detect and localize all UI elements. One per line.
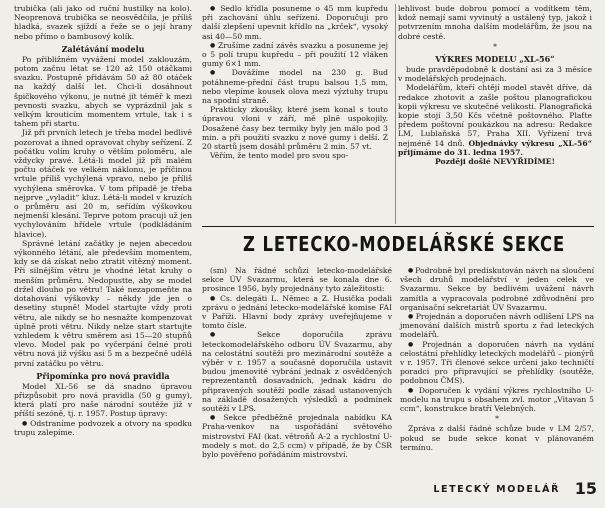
article-paragraph: bude pravděpodobně k dostání asi za 3 měsíce v modelářských prodejnách. bbox=[398, 65, 592, 84]
bullet-item: ● Projednán a doporučen návrh odlišení LPS na jmenování dalších mistrů sportu z řad leteckých modelářů. bbox=[400, 312, 594, 340]
bullet-item: ● Dovážíme model na 230 g. Bud potáhneme‑přední část trupu balsou 1,5 mm, nebo vlepíme kousek olova mezi výztuhy trupu na spodní straně. bbox=[202, 68, 388, 105]
column-divider bbox=[395, 4, 396, 224]
article-paragraph: lehlivost bude dobrou pomocí a vodítkem těm, kdož nemají sami vyvinutý a ustálený typ, jakož i potvrzením mnoha dalším modelářům, že jsou na dobré cestě. bbox=[398, 4, 592, 41]
bullet-item: ● Doporučen k vydání výkres rychlostního U-modelu na trupu s obsahem zvl. motor „Vitavan 5 ccm“, konstrukce bratří Velebných. bbox=[400, 386, 594, 414]
article-paragraph: (sm) Na řádné schůzi letecko-modelářské sekce ÚV Svazarmu, která se konala dne 6. prosince 1956, byly projednány tyto záležitosti: bbox=[202, 266, 392, 294]
bullet-item: ● Zrušíme zadní závěs svazku a posuneme jej o 5 polí trupu kupředu – při použití 12 vláken gumy 6×1 mm. bbox=[202, 41, 388, 69]
article-column-1 bbox=[14, 4, 192, 437]
bullet-item: ● Sedlo křídla posuneme o 45 mm kupředu při zachování úhlu seřízení. Doporučuji pro další zlepšení upevnit křídlo na „krček“, vysoký asi 40—50 mm. bbox=[202, 4, 388, 41]
article-paragraph: Po přibližném vyvážení model zaklouzám, potom začnu létat se 120 až 150 otáčkami svazku. Postupně přidávám 50 až 80 otáček na každý další let. Chci-li dosáhnout špičkového výkonu, je nutné jít téměř k mezi pevnosti svazku, abych se vyprázdnil jak s velkým krouticím momentem vrtule, tak i s tahem při startu. bbox=[14, 54, 192, 129]
article-column-2 bbox=[202, 4, 388, 160]
article-paragraph: trubička (ali jako od ruční hustilky na kolo). Neoprenová trubička se neosvědčila, je příliš hladká, svazek sjíždí a řeže se o její hrany nebo přímo o bambusový kolík. bbox=[14, 4, 192, 41]
article-paragraph: Zpráva z další řádné schůze bude v LM 2/57, pokud se bude sekce konat v plánovaném termínu. bbox=[400, 424, 594, 452]
order-deadline: Objednávky výkresu „XL-56“ přijímáme do 31. ledna 1957. bbox=[398, 138, 592, 157]
late-notice: Později došlé NEVYŘIDÍME! bbox=[435, 157, 555, 167]
bullet-item: ● Projednán a doporučen návrh na vydání celostátní přehlídky leteckých modelářů – pionýrů v r. 1957. Tři členové sekce určeni jako techničtí poradci pro připravující se přehlídky (soutěže, podobnou ČMS). bbox=[400, 340, 594, 386]
article-paragraph: Prakticky zkoušky, které jsem konal s touto úpravou vloni v září, mě plně uspokojily. Dosažené časy bez termiky byly jen málo pod 3 min. a při použití svazku z nové gumy i delší. Z 20 startů jsem dosáhl průměru 2 min. 57 vt. bbox=[202, 105, 388, 152]
magazine-name: LETECKÝ MODELÁŘ bbox=[433, 484, 560, 495]
separator-star: * bbox=[493, 41, 497, 51]
bullet-item: ● Cs. delegáti L. Němec a Z. Husička podali zprávu o jednání letecko-modelářské komise FAI v Paříži. Hlavní body zprávy uveřejňujeme v tomto čísle. bbox=[202, 294, 392, 331]
bullet-item: ● Podrobně byl prediskutován návrh na sloučení všech druhů modelářství v jeden celek ve Svazarmu. Sekce by bedlivém uvážení návrh zamítla a vypracovala podrobné zdůvodnění pro organisační sekretariát ÚV Svazarmu. bbox=[400, 266, 594, 312]
section-heading-pripominka: Připomínka pro nová pravidla bbox=[36, 370, 170, 381]
bullet-item: ● Sekce předběžně projednala nabídku KA Praha-venkov na uspořádání světového mistrovství FAI (kat. větroňů A-2 a rychlostní U-modely s mot. do 2,5 ccm) v případě, že by ČSR bylo pověřeno pořádáním mistrovství. bbox=[202, 413, 392, 459]
article-column-3 bbox=[398, 4, 592, 166]
separator-star: * bbox=[495, 414, 499, 424]
article-paragraph: Věřím, že tento model pro svou spo- bbox=[210, 151, 349, 161]
article-paragraph: Správné letání začátky je nejen abecedou výkonného létání, ale především momentem, kdy se dá získat nebo ztratit vítězný moment. Při silnějším větru je vhodné létat kruhy o menším průměru. Nedopustte, aby se model držel dlouho po větru! Také nezapomeňte na dotahování výškovky – někdy jde jen o desetiny stupně! Model startujte vždy proti větru, ale nikdy se ho nesnažte kompenzovat úplně proti větru. Nikdy nelze start startujte vzhledem k větru směrem asi 15—20 stupňů vlevo. Model pak po vyčerpání čelné proti větru nová již výšku asi 5 m a bezpečně udělá první zatáčku po větru. bbox=[14, 238, 192, 368]
bullet-item: ● Sekce doporučila zprávu leteckomodelářského odboru ÚV Svazarmu, aby na celostátní soutěži pro mezinárodní soutěže a výběr v r. 1957 a současně doporučila ustavit budou jmenovité vybrání jednak z osvědčených reprezentantů dosavadních, jednak kádru do připravených soutěží podle zásad ustanovených na základě dosažených výsledků a podmínek soutěží v LPS. bbox=[202, 330, 392, 413]
article-paragraph: Model XL-56 se dá snadno úpravou přizpůsobit pro nová pravidla (50 g gumy), která platí pro naše národní soutěže již v příští sezóně, tj. r. 1957. Postup úpravy: bbox=[14, 381, 192, 419]
section-rule bbox=[202, 226, 594, 227]
section-title: Z LETECKO-MODELÁŘSKÉ SEKCE bbox=[243, 232, 566, 256]
article-paragraph: Již při prvních letech je třeba model bedlivě pozorovat a ihned opravovat chyby seřízení. Z počátku volím kruhy o větším poloměru, ale vždycky pravé. Létá-li model již při malém počtu otáček ve velkém náklonu, je příčinou vrtule příliš vychýlená vpravo, nebo je příliš vychýlena směrovka. V tom případě je třeba nejprve „vyladit“ kluz. Létá-li model v kruzích o průměru asi 20 m, seřídím výškovkou nejmenší klesání. Teprve potom pracuji už jen vychylováním hřídele vrtule (podkládáním hlavice). bbox=[14, 128, 192, 239]
bullet-item: ● Odstraníme podvozek a otvory na spodku trupu zalepíme. bbox=[14, 419, 192, 437]
page-number: 15 bbox=[574, 479, 597, 498]
section-heading-vykres: VÝKRES MODELU „XL-56“ bbox=[435, 54, 555, 65]
section-column-2 bbox=[400, 266, 594, 452]
section-heading-zaletavani: Zalétávání modelu bbox=[61, 43, 145, 54]
section-column-1 bbox=[202, 266, 392, 459]
article-paragraph bbox=[398, 83, 592, 157]
order-text: Modelářům, kteří chtějí model stavět dříve, dá redakce zhotovit a zašle poštou planografickou kopii výkresu ve skutečné velikosti. Planografická kopie stojí 3,50 Kčs včetně poštovného. Plaťte předem poštovní poukázkou na adresu: Redakce LM, Lublaňská 57, Praha XII. Vyřízení trvá nejméně 14 dnů. bbox=[398, 83, 592, 148]
